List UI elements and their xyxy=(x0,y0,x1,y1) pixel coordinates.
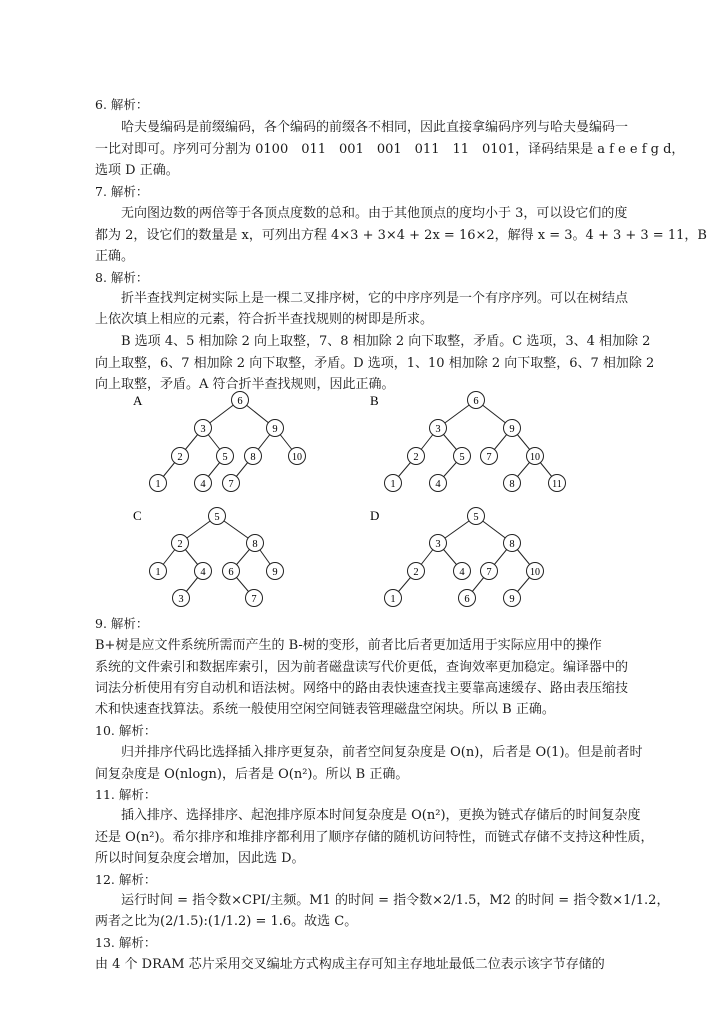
tree-node xyxy=(223,475,240,492)
tree-a xyxy=(150,392,306,492)
q12-line-1: 运行时间 = 指令数×CPI/主频。M1 的时间 = 指令数×2/1.5，M2 的时间 = 指令数×1/1.2， xyxy=(121,893,670,908)
q10-line-1: 归并排序代码比选择插入排序更复杂，前者空间复杂度是 O(n)，后者是 O(1)。但是前者时 xyxy=(121,745,643,760)
q9-heading: 9. 解析： xyxy=(95,616,149,631)
q6-line-2: 一比对即可。序列可分割为 0100 011 001 001 011 11 0101，译码结果是 a f e e f g d， xyxy=(95,142,685,157)
tree-c-label: C xyxy=(133,508,142,523)
tree-node xyxy=(468,508,485,525)
q12-line-2: 两者之比为(2/1.5):(1/1.2) = 1.6。故选 C。 xyxy=(95,914,358,929)
node-label: 5 xyxy=(473,512,479,523)
node-label: 3 xyxy=(200,424,206,435)
q9-line-1: B+树是应文件系统所需而产生的 B-树的变形，前者比后者更加适用于实际应用中的操作 xyxy=(95,638,602,653)
tree-node xyxy=(195,420,212,437)
q10-line-2: 间复杂度是 O(nlogn)，后者是 O(n²)。所以 B 正确。 xyxy=(95,767,409,782)
q11-line-3: 所以时间复杂度会增加，因此选 D。 xyxy=(95,851,305,866)
node-label: 6 xyxy=(237,396,243,407)
tree-node xyxy=(150,563,167,580)
tree-node xyxy=(527,448,544,465)
node-label: 1 xyxy=(155,567,161,578)
node-label: 8 xyxy=(252,539,258,550)
q8-heading: 8. 解析： xyxy=(95,270,149,285)
node-label: 4 xyxy=(435,479,441,490)
q6-heading: 6. 解析： xyxy=(95,97,149,112)
tree-node xyxy=(246,590,263,607)
tree-b-label: B xyxy=(370,393,379,408)
node-label: 9 xyxy=(272,424,278,435)
node-label: 9 xyxy=(509,594,515,605)
tree-node xyxy=(172,448,189,465)
node-label: 1 xyxy=(390,594,396,605)
node-label: 2 xyxy=(413,452,419,463)
node-label: 8 xyxy=(509,539,515,550)
tree-node xyxy=(289,448,306,465)
node-label: 5 xyxy=(214,512,220,523)
q7-line-3: 正确。 xyxy=(95,249,135,264)
node-label: 2 xyxy=(413,567,419,578)
q7-line-2: 都为 2，设它们的数量是 x，可列出方程 4×3 + 3×4 + 2x = 16×2，解得 x = 3。4 + 3 + 3 = 11，B xyxy=(95,228,707,243)
tree-b xyxy=(385,392,566,492)
node-label: 2 xyxy=(177,539,183,550)
q9-line-2: 系统的文件索引和数据库索引，因为前者磁盘读写代价更低，查询效率更加稳定。编译器中的 xyxy=(95,660,629,675)
node-label: 1 xyxy=(155,479,161,490)
node-label: 7 xyxy=(251,594,257,605)
node-label: 4 xyxy=(459,567,465,578)
tree-d xyxy=(385,508,544,607)
tree-node xyxy=(549,475,566,492)
node-label: 9 xyxy=(509,424,515,435)
q7-heading: 7. 解析： xyxy=(95,184,149,199)
tree-node xyxy=(247,535,264,552)
tree-node xyxy=(150,475,167,492)
q9-line-3: 词法分析使用有穷自动机和语法树。网络中的路由表快速查找主要靠高速缓存、路由表压缩技 xyxy=(95,681,629,696)
tree-node xyxy=(408,448,425,465)
tree-node xyxy=(195,563,212,580)
node-label: 10 xyxy=(530,452,540,463)
tree-d-label: D xyxy=(370,508,380,523)
tree-node xyxy=(223,563,240,580)
tree-node xyxy=(468,392,485,409)
tree-node xyxy=(504,420,521,437)
tree-node xyxy=(459,590,476,607)
q9-line-4: 术和快速查找算法。系统一般使用空闲空间链表管理磁盘空闲块。所以 B 正确。 xyxy=(95,702,555,717)
node-label: 7 xyxy=(228,479,234,490)
node-label: 4 xyxy=(200,567,206,578)
tree-node xyxy=(430,475,447,492)
q8-line-2: 上依次填上相应的元素，符合折半查找规则的树即是所求。 xyxy=(95,312,434,327)
tree-node xyxy=(454,563,471,580)
node-label: 11 xyxy=(552,479,562,490)
tree-node xyxy=(245,448,262,465)
node-label: 5 xyxy=(222,452,228,463)
tree-node xyxy=(454,448,471,465)
tree-node xyxy=(385,590,402,607)
tree-node xyxy=(217,448,234,465)
q6-line-3: 选项 D 正确。 xyxy=(95,163,179,178)
tree-node xyxy=(504,475,521,492)
q8-line-1: 折半查找判定树实际上是一棵二叉排序树，它的中序序列是一个有序序列。可以在树结点 xyxy=(121,291,629,306)
node-label: 9 xyxy=(272,567,278,578)
tree-node xyxy=(195,475,212,492)
node-label: 1 xyxy=(390,479,396,490)
node-label: 8 xyxy=(250,452,256,463)
node-label: 7 xyxy=(486,452,492,463)
q11-heading: 11. 解析： xyxy=(95,787,157,802)
node-label: 10 xyxy=(530,567,540,578)
node-label: 5 xyxy=(459,452,465,463)
q13-heading: 13. 解析： xyxy=(95,935,157,950)
tree-a-label: A xyxy=(133,393,143,408)
tree-node xyxy=(430,535,447,552)
node-label: 8 xyxy=(509,479,515,490)
tree-node xyxy=(209,508,226,525)
tree-node xyxy=(173,590,190,607)
node-label: 3 xyxy=(435,539,441,550)
node-label: 10 xyxy=(292,452,302,463)
node-label: 6 xyxy=(464,594,470,605)
q10-heading: 10. 解析： xyxy=(95,723,157,738)
q12-heading: 12. 解析： xyxy=(95,872,157,887)
q11-line-2: 还是 O(n²)。希尔排序和堆排序都利用了顺序存储的随机访问特性，而链式存储不支持这种性质， xyxy=(95,830,654,845)
tree-node xyxy=(232,392,249,409)
q7-line-1: 无向图边数的两倍等于各顶点度数的总和。由于其他顶点的度均小于 3，可以设它们的度 xyxy=(121,206,628,221)
tree-node xyxy=(481,563,498,580)
tree-node xyxy=(527,563,544,580)
binary-trees-figure xyxy=(0,388,713,613)
q8-line-5: 向上取整，矛盾。A 符合折半查找规则，因此正确。 xyxy=(95,377,395,392)
q11-line-1: 插入排序、选择排序、起泡排序原本时间复杂度是 O(n²)，更换为链式存储后的时间复杂度 xyxy=(121,808,641,823)
tree-node xyxy=(267,563,284,580)
tree-node xyxy=(430,420,447,437)
tree-node xyxy=(172,535,189,552)
q8-line-4: 向上取整，6、7 相加除 2 向下取整，矛盾。D 选项，1、10 相加除 2 向下取整，6、7 相加除 2 xyxy=(95,356,655,371)
node-label: 3 xyxy=(178,594,184,605)
tree-node xyxy=(504,535,521,552)
node-label: 6 xyxy=(473,396,479,407)
tree-node xyxy=(504,590,521,607)
tree-node xyxy=(267,420,284,437)
node-label: 6 xyxy=(228,567,234,578)
q6-line-1: 哈夫曼编码是前缀编码，各个编码的前缀各不相同，因此直接拿编码序列与哈夫曼编码一 xyxy=(121,120,629,135)
q8-line-3: B 选项 4、5 相加除 2 向上取整，7、8 相加除 2 向下取整，矛盾。C 选项，3、4 相加除 2 xyxy=(121,334,651,349)
node-label: 2 xyxy=(177,452,183,463)
node-label: 4 xyxy=(200,479,206,490)
node-label: 7 xyxy=(486,567,492,578)
tree-node xyxy=(408,563,425,580)
node-label: 3 xyxy=(435,424,441,435)
tree-node xyxy=(481,448,498,465)
tree-node xyxy=(385,475,402,492)
q13-line-1: 由 4 个 DRAM 芯片采用交叉编址方式构成主存可知主存地址最低二位表示该字节存储的 xyxy=(95,957,605,972)
